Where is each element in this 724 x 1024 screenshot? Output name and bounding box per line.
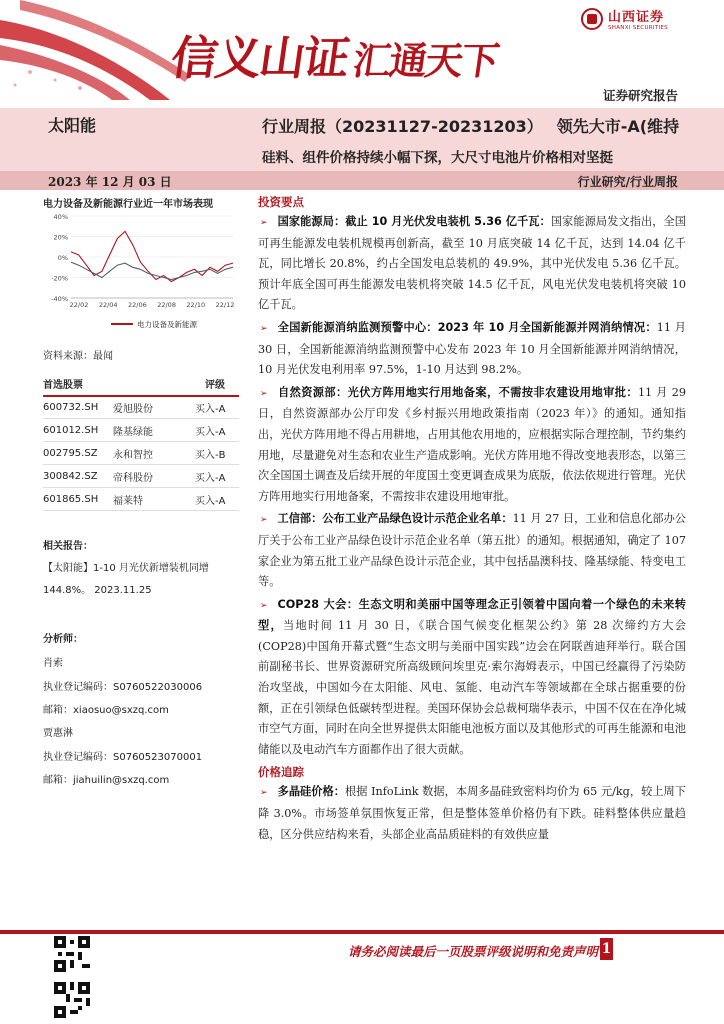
related-reports-title: 相关报告： (43, 541, 93, 552)
main-content (258, 192, 686, 847)
key-point-text: 国家能源局发文指出，全国可再生能源发电装机规模再创新高，截至 10 月底突破 14 亿千瓦，达到 14.04 亿千瓦，同比增长 20.8%，约占全国发电总装机的 49.9%，其中光伏发电 5.36 亿千瓦。预计年底全国可再生能源发电装机将突破 14.5 亿千瓦，风电光伏发电装机将突破 10 亿千瓦。 (258, 215, 686, 312)
stock-rating: 买入-A (195, 426, 226, 438)
report-title-text: 行业周报（20231127-20231203） (262, 117, 543, 136)
slogan-part-1: 信义山证 (167, 31, 352, 85)
stock-rating: 买入-B (195, 449, 226, 461)
x-tick-label: 22/06 (128, 301, 147, 309)
report-subtitle: 硅料、组件价格持续小幅下探，大尺寸电池片价格相对坚挺 (262, 150, 613, 166)
stock-name: 永和智控 (113, 449, 153, 461)
table-row (43, 442, 239, 465)
x-tick-label: 22/08 (157, 301, 176, 309)
analyst-name: 肖索 (43, 658, 63, 669)
analyst-title: 分析师： (43, 634, 83, 645)
related-report-link[interactable]: 【太阳能】1-10 月光伏新增装机同增 144.8%。 2023.11.25 (43, 563, 209, 596)
key-point-head: 工信部：公布工业产品绿色设计示范企业名单： (277, 512, 513, 526)
qr-code-icon (54, 982, 90, 1018)
stock-rating: 买入-A (195, 403, 226, 415)
price-item-text: 根据 InfoLink 数据，本周多晶硅致密料均价为 65 元/kg，较上周下降 3.0%。市场签单氛围恢复正常，但是整体签单价格仍有下跌。硅料整体供应量趋稳，区分供应结构来看，头部企业高品质硅料的有效供应量 (258, 785, 686, 841)
key-point-text: 11 月 30 日，全国新能源消纳监测预警中心发布 2023 年 10 月全国新能源并网消纳情况，10 月光伏发电利用率 97.5%，1-10 月达到 98.2%。 (258, 320, 686, 377)
analyst-license: 执业登记编码：S0760522030006 (43, 682, 203, 693)
stock-code: 601865.SH (43, 493, 99, 505)
bullet-icon: ➢ (260, 388, 268, 399)
table-row (43, 396, 239, 419)
report-date: 2023 年 12 月 03 日 (48, 175, 172, 189)
disclaimer-note: 请务必阅读最后一页股票评级说明和免责声明 (347, 944, 598, 959)
section-title-price-tracking: 价格追踪 (258, 765, 304, 780)
report-title (262, 114, 679, 137)
chart-source: 资料来源：最闻 (43, 351, 113, 362)
x-tick-label: 22/02 (69, 301, 89, 309)
table-row (43, 488, 239, 511)
stock-name: 隆基绿能 (113, 426, 153, 438)
series-line-2 (71, 262, 233, 279)
stock-name: 爱旭股份 (113, 403, 153, 415)
qr-code-icon (54, 936, 90, 972)
rating-col-header: 评级 (205, 380, 225, 391)
y-tick-label: 40% (53, 213, 68, 221)
price-item (258, 782, 686, 845)
stock-table-header (43, 376, 239, 397)
company-logo (581, 6, 668, 31)
report-category: 行业研究/行业周报 (577, 175, 678, 189)
key-point-text: 11 月 27 日，工业和信息化部办公厅关于公布工业产品绿色设计示范企业名单（第五批）的通知。根据通知，确定了 107 家企业为第五批工业产品绿色设计示范企业，其中包括晶澳科技、隆基绿能、特变电工等。 (258, 512, 686, 589)
key-point-item (258, 383, 686, 508)
key-point-item (258, 212, 686, 316)
key-point-text: 11 月 29 日，自然资源部办公厅印发《乡村振兴用地政策指南（2023 年）》的通知。通知指出，光伏方阵用地不得占用耕地，占用其他农用地的，应根据实际合理控制，节约集约用地，尽量避免对生态和农业生产造成影响。光伏方阵用地不得改变地表形态，以第三次全国国土调查及后续开展的年度国土变更调查成果为底版，依法依规进行管理。光伏方阵用地实行用地备案，不需按非农建设用地审批。 (258, 385, 686, 503)
y-tick-label: 20% (53, 233, 68, 242)
market-performance-chart (43, 210, 239, 335)
key-point-item (258, 595, 686, 761)
logo-name-cn: 山西证券 (608, 10, 665, 25)
key-point-head: 全国新能源消纳监测预警中心：2023 年 10 月全国新能源并网消纳情况： (277, 320, 657, 334)
table-row (43, 419, 239, 442)
bullet-icon: ➢ (260, 218, 268, 228)
stock-rating: 买入-A (195, 472, 226, 484)
page-header (0, 0, 724, 103)
stock-code: 300842.SZ (43, 470, 98, 482)
analyst-license: 执业登记编码：S0760523070001 (43, 752, 203, 763)
section-title-key-points: 投资要点 (258, 195, 304, 209)
bullet-icon: ➢ (260, 788, 268, 799)
slogan-part-2: 汇通天下 (350, 39, 501, 83)
stock-code: 002795.SZ (43, 447, 98, 459)
industry-rating: 领先大市-A(维持 (556, 117, 680, 136)
logo-mark-icon (581, 8, 603, 30)
legend-label: 电力设备及新能源 (137, 320, 197, 329)
stock-table (43, 396, 239, 511)
report-type: 证券研究报告 (602, 88, 678, 103)
key-point-text: 当地时间 11 月 30 日，《联合国气候变化框架公约》第 28 次缔约方大会(COP28)中国角开幕式暨“生态文明与美丽中国实践”边会在阿联酋迪拜举行。联合国前副秘书长、世界资源研究所高级顾问埃里克·索尔海姆表示，中国已经赢得了污染防治攻坚战，中国如今在太阳能、风电、氢能、电动汽车等领域都在全球占据重要的份额，正在引领绿色低碳转型进程。美国环保协会总裁柯瑞华表示，中国不仅在在净化城市空气方面，同时在向全世界提供太阳能电池板方面以及其他形式的可再生能源和电池储能以及电动汽车方面都作出了很大贡献。 (258, 619, 686, 756)
y-tick-label: 0% (57, 254, 68, 262)
x-tick-label: 22/12 (215, 301, 235, 309)
header-slogan (167, 22, 502, 88)
key-point-item (258, 509, 686, 592)
key-point-head: COP28 大会：生态文明和美丽中国等理念正引领着中国向着一个绿色的未来转型， (258, 597, 686, 633)
logo-name-en: SHANXI SECURITIES (608, 25, 668, 31)
x-tick-label: 22/10 (186, 301, 206, 309)
x-tick-label: 22/04 (98, 301, 118, 309)
key-point-head: 自然资源部：光伏方阵用地实行用地备案，不需按非农建设用地审批： (277, 385, 638, 399)
stock-name: 福莱特 (113, 495, 143, 507)
table-row (43, 465, 239, 488)
stock-col-header: 首选股票 (43, 380, 83, 391)
sector-label: 太阳能 (48, 116, 97, 135)
stock-code: 600732.SH (43, 401, 99, 413)
stock-code: 601012.SH (43, 424, 99, 436)
y-tick-label: -40% (51, 295, 68, 303)
stock-name: 帝科股份 (113, 472, 153, 484)
key-point-head: 国家能源局：截止 10 月光伏发电装机 5.36 亿千瓦： (277, 215, 551, 228)
stock-rating: 买入-A (195, 495, 226, 507)
footer-rule (0, 930, 724, 934)
bullet-icon: ➢ (260, 600, 268, 611)
bullet-icon: ➢ (260, 323, 268, 334)
key-point-item (258, 318, 686, 381)
analyst-email[interactable]: 邮箱：jiahuilin@sxzq.com (43, 775, 170, 786)
analyst-name: 贾惠淋 (43, 728, 73, 739)
price-item-head: 多晶硅价格： (277, 785, 345, 799)
bullet-icon: ➢ (260, 515, 268, 526)
analyst-email[interactable]: 邮箱：xiaosuo@sxzq.com (43, 705, 169, 716)
chart-title: 电力设备及新能源行业近一年市场表现 (43, 199, 213, 210)
page-number: 1 (600, 938, 613, 960)
y-tick-label: -20% (51, 274, 68, 283)
